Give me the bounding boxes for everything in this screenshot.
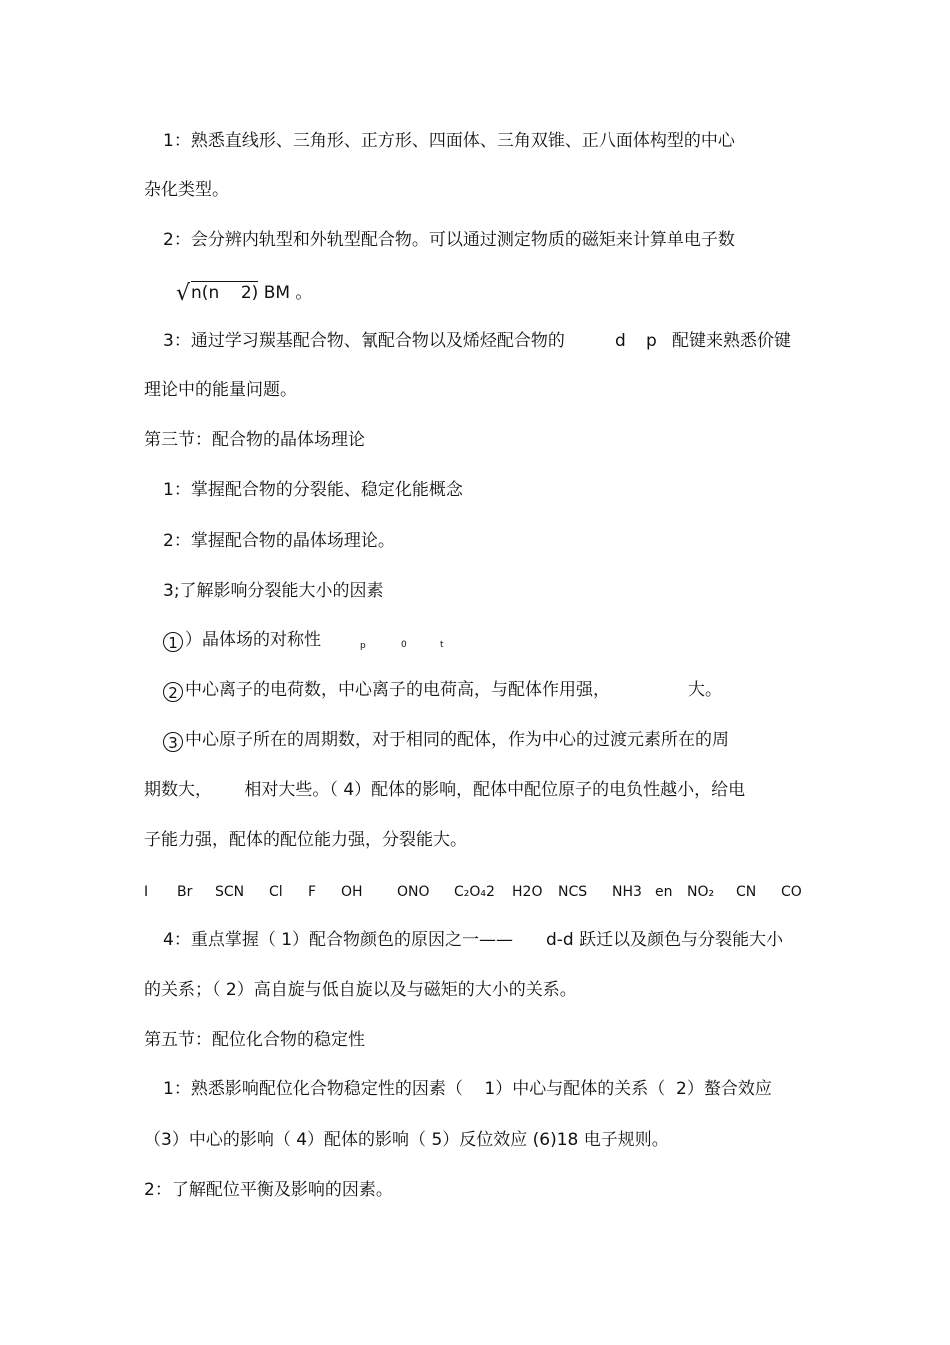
text-line-12-end: 大。 bbox=[688, 680, 722, 700]
ligand-NH3-NH: NH bbox=[612, 884, 633, 900]
magnetic-moment-formula bbox=[176, 281, 313, 306]
ligand-Cl: Cl bbox=[269, 884, 283, 900]
sqrt-icon: √ bbox=[176, 281, 191, 306]
text-line-12-body: 中心离子的电荷数，中心离子的电荷高，与配体作用强， bbox=[185, 680, 610, 700]
text-line-5b: 配键来熟悉价键 bbox=[672, 331, 791, 351]
ligand-NCS: NCS bbox=[558, 884, 588, 900]
circled-number-1: 1 bbox=[163, 632, 183, 652]
text-line-17b: d-d 跃迁以及颜色与分裂能大小 bbox=[546, 930, 784, 950]
ligand-Br: Br bbox=[177, 884, 193, 900]
section-heading-5: 第五节：配位化合物的稳定性 bbox=[144, 1030, 365, 1050]
circled-number-3: 3 bbox=[163, 732, 183, 752]
ligand-NH3-sub: 3 bbox=[633, 884, 642, 900]
sqrt-radicand: n(n 2) bbox=[191, 283, 259, 303]
ligand-ONO: ONO bbox=[397, 884, 430, 900]
ligand-en: en bbox=[655, 884, 673, 900]
spectrochemical-series bbox=[0, 882, 950, 902]
ligand-CN: CN bbox=[736, 884, 757, 900]
text-line-18: 的关系；（ 2）高自旋与低自旋以及与磁矩的大小的关系。 bbox=[144, 980, 577, 1000]
text-line-11 bbox=[163, 630, 321, 652]
symbol-d: d bbox=[615, 331, 626, 351]
ligand-CO: CO bbox=[781, 884, 802, 900]
text-line-11-body: ）晶体场的对称性 bbox=[185, 630, 321, 650]
symbol-t-small: t bbox=[440, 640, 444, 650]
text-line-3: 2：会分辨内轨型和外轨型配合物。可以通过测定物质的磁矩来计算单电子数 bbox=[163, 230, 735, 250]
ligand-H2O-sub: 2 bbox=[522, 884, 532, 900]
symbol-p-small: p bbox=[360, 641, 366, 651]
ligand-C2O4 bbox=[454, 882, 495, 902]
text-line-9: 2：掌握配合物的晶体场理论。 bbox=[163, 531, 395, 551]
ligand-NH3 bbox=[612, 882, 642, 902]
ligand-C2O4-charge: 2 bbox=[486, 884, 495, 900]
symbol-p: p bbox=[646, 331, 657, 351]
text-line-1: 1：熟悉直线形、三角形、正方形、四面体、三角双锥、正八面体构型的中心 bbox=[163, 131, 735, 151]
text-line-15: 子能力强，配体的配位能力强，分裂能大。 bbox=[144, 830, 467, 850]
text-line-21: （3）中心的影响（ 4）配体的影响（ 5）反位效应 (6)18 电子规则。 bbox=[144, 1130, 669, 1150]
text-line-14: 期数大， 相对大些。（ 4）配体的影响，配体中配位原子的电负性越小，给电 bbox=[144, 780, 746, 800]
section-heading-3: 第三节：配合物的晶体场理论 bbox=[144, 430, 365, 450]
ligand-F: F bbox=[308, 884, 317, 900]
sqrt-expression bbox=[176, 281, 259, 306]
ligand-SCN: SCN bbox=[215, 884, 245, 900]
text-line-6: 理论中的能量问题。 bbox=[144, 380, 297, 400]
text-line-17a: 4：重点掌握（ 1）配合物颜色的原因之一—— bbox=[163, 930, 514, 950]
symbol-0-small: 0 bbox=[401, 640, 407, 650]
circled-number-2: 2 bbox=[163, 682, 183, 702]
ligand-C2O4-formula: C₂O₄ bbox=[454, 884, 487, 900]
ligand-H2O-O: O bbox=[531, 884, 543, 900]
ligand-OH: OH bbox=[341, 884, 363, 900]
text-line-22: 2：了解配位平衡及影响的因素。 bbox=[144, 1180, 393, 1200]
ligand-H2O bbox=[512, 882, 542, 902]
text-line-2: 杂化类型。 bbox=[144, 180, 229, 200]
ligand-H2O-H: H bbox=[512, 884, 523, 900]
ligand-I: I bbox=[144, 884, 149, 900]
text-line-13 bbox=[163, 730, 729, 752]
text-line-10: 3;了解影响分裂能大小的因素 bbox=[163, 581, 384, 601]
ligand-NO2: NO₂ bbox=[687, 884, 715, 900]
text-line-20: 1：熟悉影响配位化合物稳定性的因素（ 1）中心与配体的关系（ 2）螯合效应 bbox=[163, 1079, 772, 1099]
text-line-8: 1：掌握配合物的分裂能、稳定化能概念 bbox=[163, 480, 463, 500]
text-line-5a: 3：通过学习羰基配合物、氰配合物以及烯烃配合物的 bbox=[163, 331, 565, 351]
text-line-12 bbox=[163, 680, 610, 702]
text-line-13-body: 中心原子所在的周期数，对于相同的配体，作为中心的过渡元素所在的周 bbox=[185, 730, 729, 750]
formula-unit: BM 。 bbox=[263, 283, 313, 303]
